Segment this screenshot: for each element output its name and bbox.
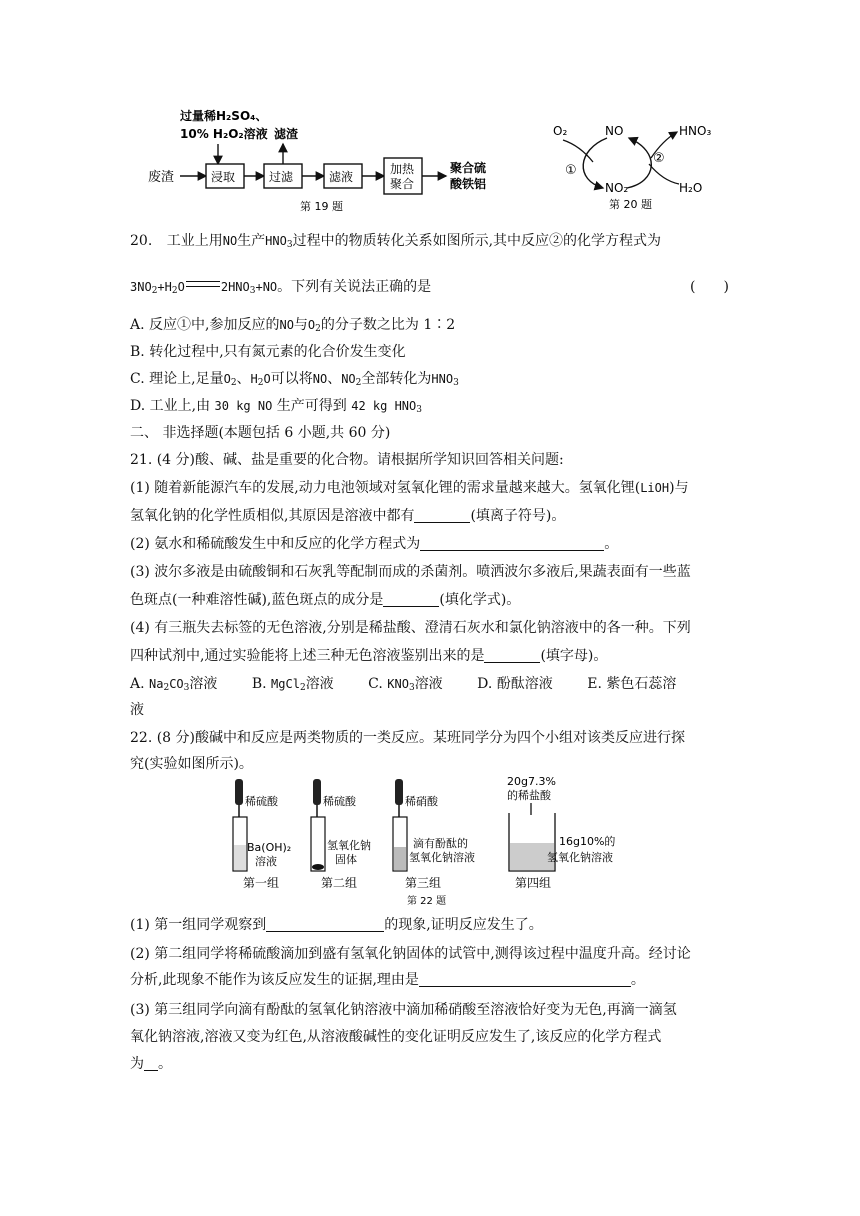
fig20-reaction2: ② [653,151,665,166]
g3-dropper [395,779,403,805]
q22-sub3-line1: (3) 第三组同学向滴有酚酞的氢氧化钠溶液中滴加稀硝酸至溶液恰好变为无色,再滴一滴氢 [130,1002,677,1018]
q21-option-b[interactable]: B. MgCl$_2$溶液 [251,676,334,693]
fig19-caption: 第 19 题 [300,200,343,213]
q20-number: 20. [130,233,153,249]
fig19-waste: 废渣 [148,170,175,185]
q21-head: 21. (4 分)酸、碱、盐是重要的化合物。请根据所学知识回答相关问题: [130,452,564,468]
g3-label: 第三组 [405,876,442,890]
q22-sub3-line2: 氧化钠溶液,溶液又变为红色,从溶液酸碱性的变化证明反应发生了,该反应的化学方程式 [130,1029,662,1045]
g2-sol-line2: 固体 [335,853,357,866]
q20-option-c[interactable]: C. 理论上,足量$O_2$、$H_2O$可以将NO、$NO_2$全部转化为$HNO_3$ [130,371,459,388]
g2-label: 第二组 [321,876,358,890]
q21-option-a[interactable]: A. $Na_2CO_3$溶液 [130,676,218,693]
figure-19-flowchart [140,108,510,216]
g3-sol-line1: 滴有酚酞的 [413,837,468,850]
fig19-product-line2: 酸铁铝 [450,177,487,191]
fig19-leach: 浸取 [211,170,236,184]
q21-option-d[interactable]: D. 酚酞溶液 [477,676,553,692]
q21-blank-4[interactable] [484,648,540,663]
g4-label: 第四组 [515,876,552,890]
section-2-heading: 二、 非选择题(本题包括 6 小题,共 60 分) [130,425,391,441]
q22-blank-3[interactable] [144,1056,158,1071]
g2-dropper [313,779,321,805]
q20-stem: 20. 工业上用NO生产$HNO_3$过程中的物质转化关系如图所示,其中反应②的化学方程式为 [130,233,662,250]
fig19-filtrate: 滤液 [329,170,354,184]
q21-sub3-line1: (3) 波尔多液是由硫酸铜和石灰乳等配制而成的杀菌剂。喷洒波尔多液后,果蔬表面有一些蓝 [130,564,691,580]
figure-22-experiments [225,773,645,909]
g1-sol-line2: 溶液 [255,855,277,868]
figure-20-cycle [545,118,725,214]
q21-blank-3[interactable] [383,592,439,607]
fig19-reagent-line1: 过量稀H₂SO₄、 [180,109,268,123]
q22-blank-1[interactable] [266,917,384,932]
q22-head-line1: 22. (8 分)酸碱中和反应是两类物质的一类反应。某班同学分为四个小组对该类反应进行探 [130,730,685,746]
g1-sol-line1: Ba(OH)₂ [247,841,292,854]
q22-blank-2[interactable] [419,972,631,987]
q20-option-b[interactable]: B. 转化过程中,只有氮元素的化合价发生变化 [130,344,406,360]
g1-dropper [235,779,243,805]
q21-sub1-line1: (1) 随着新能源汽车的发展,动力电池领域对氢氧化锂的需求量越来越大。氢氧化锂(LiOH)与 [130,480,689,496]
fig19-product-line1: 聚合硫 [450,161,487,175]
equals-sign [186,281,220,287]
q21-sub2: (2) 氨水和稀硫酸发生中和反应的化学方程式为 。 [130,536,619,552]
q21-option-e[interactable]: E. 紫色石蕊溶 [587,676,677,692]
fig19-heat-line2: 聚合 [390,177,415,191]
g4-sol-line1: 16g10%的 [559,835,616,848]
q22-sub3-line3: 为 。 [130,1056,172,1072]
g3-sol-line2: 氢氧化钠溶液 [409,851,475,864]
fig19-filter: 过滤 [269,170,294,184]
g1-acid: 稀硫酸 [245,795,278,808]
fig20-no: NO [605,124,624,138]
g3-acid: 稀硝酸 [405,795,438,808]
q20-answer-paren[interactable]: ( ) [690,279,729,295]
g2-sol-line1: 氢氧化钠 [327,839,371,852]
fig20-h2o: H₂O [679,181,703,195]
fig19-reagent-line2: 10% H₂O₂溶液 [180,127,268,141]
q20-option-d[interactable]: D. 工业上,由 30 kg NO 生产可得到 42 kg $HNO_3$ [130,398,422,415]
fig20-reaction1: ① [565,163,577,178]
g4-acid-line1: 20g7.3% [507,775,556,788]
q21-sub1-line2: 氢氧化钠的化学性质相似,其原因是溶液中都有 (填离子符号)。 [130,508,566,524]
g4-acid-line2: 的稀盐酸 [507,789,551,802]
q21-option-c[interactable]: C. $KNO_3$溶液 [368,676,443,693]
fig19-residue: 滤渣 [274,127,299,141]
q21-blank-2[interactable] [420,536,604,551]
q21-options-wrap: 液 [130,702,144,718]
fig19-heat-line1: 加热 [390,162,415,176]
g4-sol-line2: 氢氧化钠溶液 [547,851,613,864]
q21-sub3-line2: 色斑点(一种难溶性碱),蓝色斑点的成分是 (填化学式)。 [130,592,521,608]
q20-equation: $3NO_2+H_2O$ $2HNO_3+NO$。下列有关说法正确的是 [130,279,432,296]
q21-options [130,674,676,698]
q22-head-line2: 究(实验如图所示)。 [130,756,253,772]
q22-sub2-line2: 分析,此现象不能作为该反应发生的证据,理由是 。 [130,972,645,988]
g1-label: 第一组 [243,876,280,890]
g2-acid: 稀硫酸 [323,795,356,808]
fig20-no2: NO₂ [605,181,629,195]
fig22-caption: 第 22 题 [407,896,447,907]
q21-sub4-line2: 四种试剂中,通过实验能将上述三种无色溶液鉴别出来的是 (填字母)。 [130,648,608,664]
q21-sub4-line1: (4) 有三瓶失去标签的无色溶液,分别是稀盐酸、澄清石灰水和氯化钠溶液中的各一种。下列 [130,620,691,636]
q22-sub1: (1) 第一组同学观察到 的现象,证明反应发生了。 [130,917,543,933]
g2-test-tube [311,817,325,871]
fig20-hno3: HNO₃ [679,124,712,138]
q20-option-a[interactable]: A. 反应①中,参加反应的NO与$O_2$的分子数之比为 1∶2 [130,317,456,334]
q22-sub2-line1: (2) 第二组同学将稀硫酸滴加到盛有氢氧化钠固体的试管中,测得该过程中温度升高。经讨论 [130,946,691,962]
fig20-o2: O₂ [553,124,568,138]
q21-blank-1[interactable] [414,508,470,523]
fig20-caption: 第 20 题 [609,198,652,211]
